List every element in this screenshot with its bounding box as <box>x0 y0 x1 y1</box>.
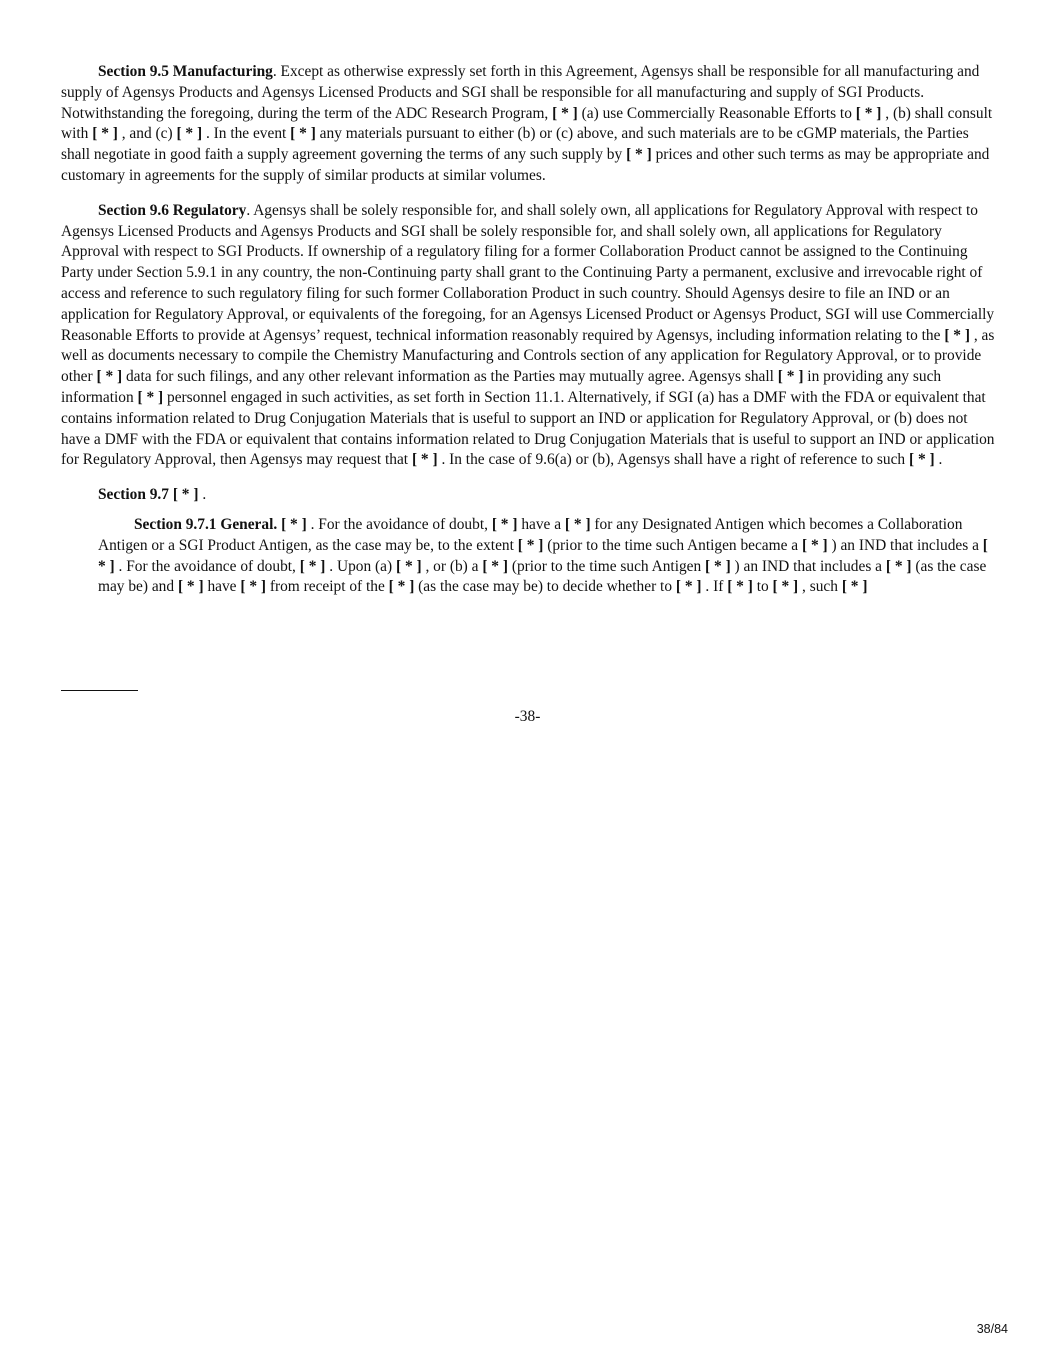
page-number: -38- <box>514 708 541 725</box>
redaction-mark: [ * ] <box>772 578 799 596</box>
redaction-mark: [ * ] <box>92 125 118 143</box>
redaction-mark: [ * ] <box>885 557 912 575</box>
redaction-mark: [ * ] <box>240 578 267 596</box>
section-heading: Section 9.7 <box>98 486 169 504</box>
section-9-5-paragraph: Section 9.5 Manufacturing. Except as otherwise expressly set forth in this Agreement, Agensys shall be responsible for all manufacturing and supply of Agensys Products and Agensys Licensed Products and SGI shall be responsible for all manufacturing and supply of SGI Products. Notwithstanding the foregoing, during the term of the ADC Research Program, [ * ] (a) use Commercially Reasonable Efforts to [ * ] , (b) shall consult with [ * ] , and (c) [ * ] . In the event [ * ] any materials pursuant to either (b) or (c) above, and such materials are to be cGMP materials, the Parties shall negotiate in good faith a supply agreement governing the terms of any such supply by [ * ] prices and other such terms as may be appropriate and customary in agreements for the supply of similar products at similar volumes. <box>61 63 993 184</box>
section-heading: Section 9.5 Manufacturing <box>98 63 273 80</box>
redaction-mark: [ * ] <box>395 557 422 575</box>
redaction-mark: [ * ] <box>281 515 307 533</box>
redaction-mark: [ * ] <box>137 388 164 406</box>
redaction-mark: [ * ] <box>299 557 326 575</box>
section-heading: Section 9.7.1 General. <box>134 515 278 533</box>
redaction-mark: [ * ] <box>176 125 203 143</box>
redaction-mark: [ * ] <box>626 146 652 164</box>
section-9-7-heading: Section 9.7 [ * ] . <box>98 486 207 504</box>
section-9-6-paragraph: Section 9.6 Regulatory. Agensys shall be solely responsible for, and shall solely own, all applications for Regulatory Approval with respect to Agensys Licensed Products and Agensys Products and SGI shall be solely responsible for, and shall solely own, all applications for Regulatory Approval with respect to SGI Products. If ownership of a regulatory filing for a former Collaboration Product cannot be assigned to the Continuing Party under Section 5.9.1 in any country, the non-Continuing party shall grant to the Continuing Party a permanent, exclusive and irrevocable right of access and reference to such regulatory filing for such former Collaboration Product in such country. Should Agensys desire to file an IND or an application for Regulatory Approval, or equivalents of the foregoing, for an Agensys Licensed Product or Agensys Product, SGI will use Commercially Reasonable Efforts to provide at Agensys’ request, technical information reasonably required by Agensys, including information relating to the [ * ] , as well as documents necessary to compile the Chemistry Manufacturing and Controls section of any application for Regulatory Approval, or to provide other [ * ] data for such filings, and any other relevant information as the Parties may mutually agree. Agensys shall [ * ] in providing any such information [ * ] personnel engaged in such activities, as set forth in Section 11.1. Alternatively, if SGI (a) has a DMF with the FDA or equivalent that contains information related to Drug Conjugation Materials that is useful to support an IND or application for Regulatory Approval, or (b) does not have a DMF with the FDA or equivalent that contains information related to Drug Conjugation Materials that is useful to support an IND or application for Regulatory Approval, then Agensys may request that [ * ] . In the case of 9.6(a) or (b), Agensys shall have a right of reference to such [ * ] . <box>61 201 995 469</box>
redaction-mark: [ * ] <box>290 125 316 143</box>
redaction-mark: [ * ] <box>841 578 868 596</box>
redaction-mark: [ * ] <box>517 536 544 554</box>
redaction-mark: [ * ] <box>388 578 415 596</box>
redaction-mark: [ * ] <box>491 515 518 533</box>
section-9-7-1-paragraph: Section 9.7.1 General. [ * ] . For the avoidance of doubt, [ * ] have a [ * ] for any Designated Antigen which becomes a Collaboration Antigen or a SGI Product Antigen, as the case may be, to the extent [ * ] (prior to the time such Antigen became a [ * ] ) an IND that includes a [ * ] . For the avoidance of doubt, [ * ] . Upon (a) [ * ] , or (b) a [ * ] (prior to the time such Antigen [ * ] ) an IND that includes a [ * ] (as the case may be) and [ * ] have [ * ] from receipt of the [ * ] (as the case may be) to decide whether to [ * ] . If [ * ] to [ * ] , such [ * ] <box>98 515 988 596</box>
document-body <box>61 62 995 612</box>
redaction-mark: [ * ] <box>944 326 970 344</box>
redaction-mark: [ * ] <box>482 557 508 575</box>
redaction-mark: [ * ] <box>564 515 591 533</box>
section-heading: Section 9.6 Regulatory <box>98 201 247 219</box>
redaction-mark: [ * ] <box>552 104 578 122</box>
redaction-mark: [ * ] <box>172 486 199 504</box>
page-counter: 38/84 <box>976 1322 1008 1336</box>
redaction-mark: [ * ] <box>727 578 753 596</box>
redaction-mark: [ * ] <box>855 104 882 122</box>
redaction-mark: [ * ] <box>177 578 204 596</box>
redaction-mark: [ * ] <box>411 451 438 469</box>
redaction-mark: [ * ] <box>908 451 935 469</box>
footnote-separator <box>61 690 138 691</box>
redaction-mark: [ * ] <box>98 536 988 575</box>
redaction-mark: [ * ] <box>705 557 731 575</box>
redaction-mark: [ * ] <box>801 536 828 554</box>
redaction-mark: [ * ] <box>675 578 702 596</box>
redaction-mark: [ * ] <box>777 368 804 386</box>
redaction-mark: [ * ] <box>96 368 123 386</box>
